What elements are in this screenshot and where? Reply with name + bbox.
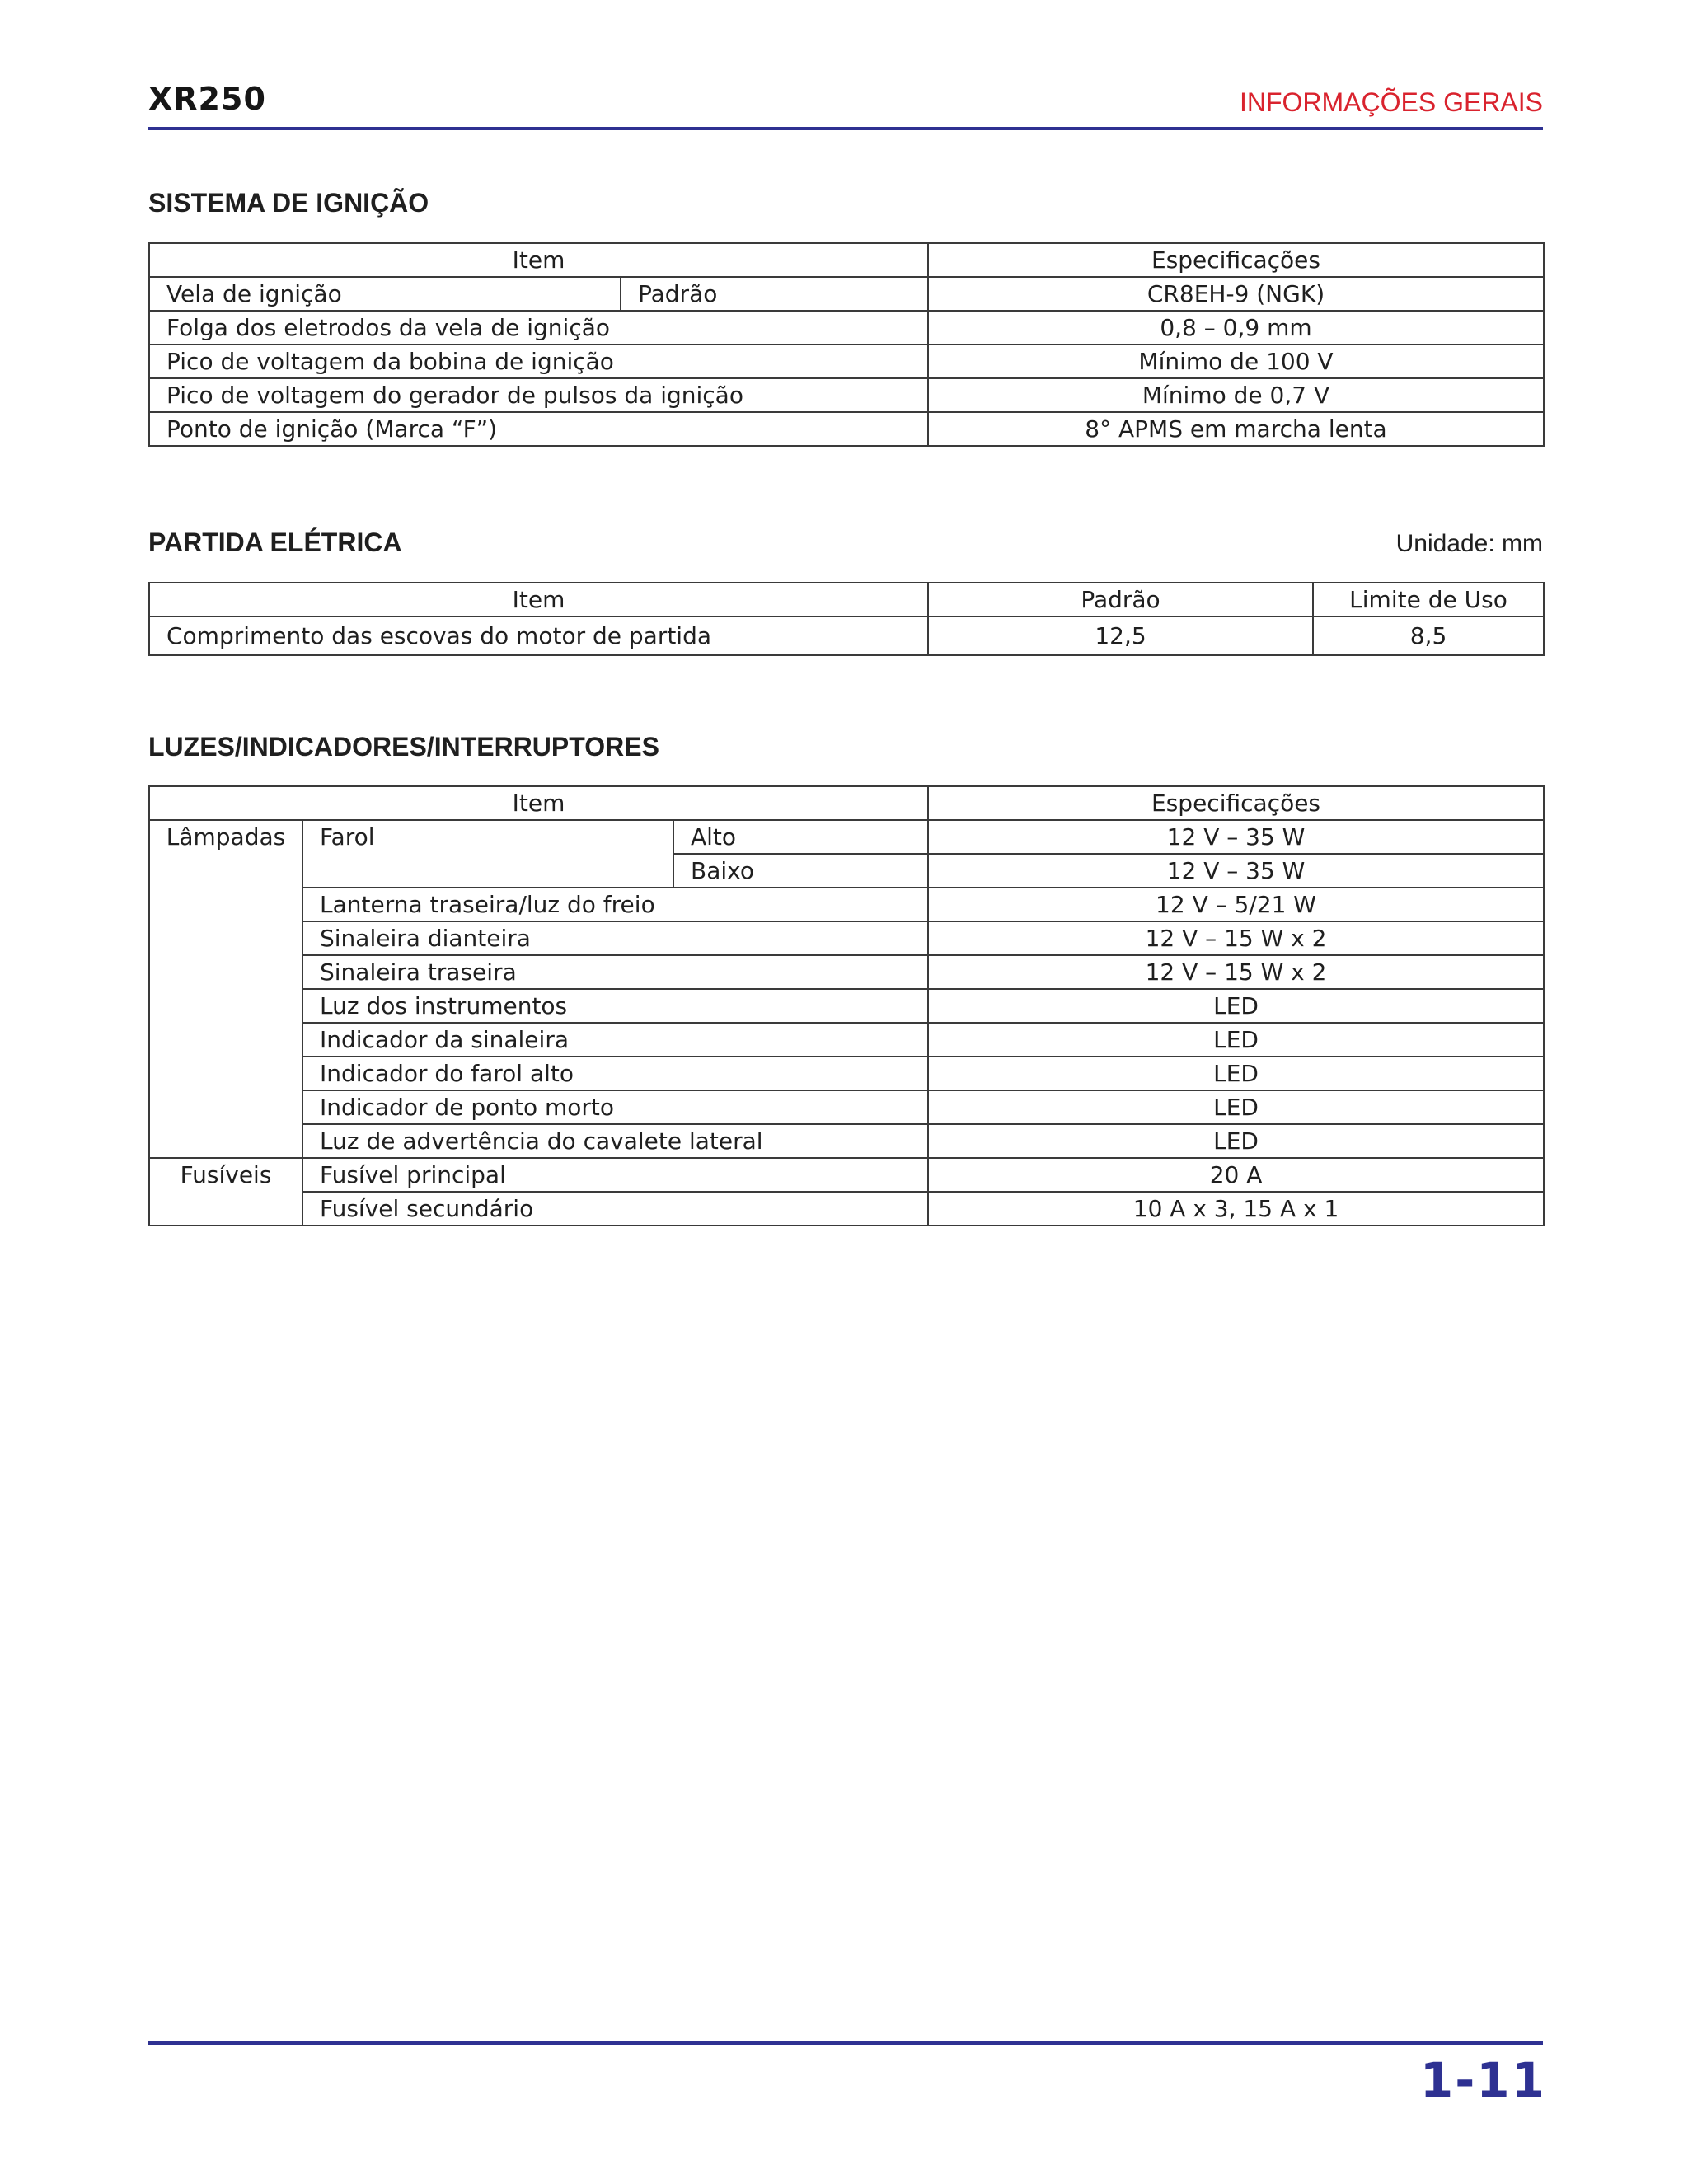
table-row <box>149 311 1544 344</box>
row-spec: 10 A x 3, 15 A x 1 <box>928 1192 1544 1226</box>
row-item: Folga dos eletrodos da vela de ignição <box>149 311 928 344</box>
lights-section-title: LUZES/INDICADORES/INTERRUPTORES <box>148 732 659 762</box>
row-limit: 8,5 <box>1313 616 1544 655</box>
row-spec: 8° APMS em marcha lenta <box>928 412 1544 446</box>
table-row <box>149 820 1544 854</box>
table-row <box>149 888 1544 921</box>
table-header-row <box>149 583 1544 616</box>
header-item: Item <box>149 243 928 277</box>
header-limit: Limite de Uso <box>1313 583 1544 616</box>
unit-label: Unidade: mm <box>1395 530 1543 557</box>
table-row <box>149 344 1544 378</box>
row-item: Indicador de ponto morto <box>302 1090 928 1124</box>
ignition-section-title: SISTEMA DE IGNIÇÃO <box>148 188 429 218</box>
row-spec: Mínimo de 0,7 V <box>928 378 1544 412</box>
table-row <box>149 989 1544 1023</box>
table-row <box>149 616 1544 655</box>
table-header-row <box>149 243 1544 277</box>
row-spec: 12 V – 15 W x 2 <box>928 955 1544 989</box>
lights-table <box>148 785 1545 1226</box>
row-sub-high: Alto <box>673 820 928 854</box>
table-row <box>149 277 1544 311</box>
table-row <box>149 955 1544 989</box>
row-item: Pico de voltagem da bobina de ignição <box>149 344 928 378</box>
row-item: Lanterna traseira/luz do freio <box>302 888 928 921</box>
row-spec: LED <box>928 1124 1544 1158</box>
row-item: Pico de voltagem do gerador de pulsos da ignição <box>149 378 928 412</box>
model-name: XR250 <box>148 81 266 117</box>
table-header-row <box>149 786 1544 820</box>
header-spec: Especificações <box>928 243 1544 277</box>
table-row <box>149 1158 1544 1192</box>
starter-table <box>148 582 1545 656</box>
row-item: Indicador do farol alto <box>302 1057 928 1090</box>
row-spec: LED <box>928 1057 1544 1090</box>
row-item-headlight: Farol <box>302 820 673 888</box>
header-standard: Padrão <box>928 583 1313 616</box>
table-row <box>149 1090 1544 1124</box>
group-fuses: Fusíveis <box>149 1158 302 1226</box>
row-spec: LED <box>928 1090 1544 1124</box>
table-row <box>149 1057 1544 1090</box>
table-row <box>149 921 1544 955</box>
table-row <box>149 378 1544 412</box>
row-spec: 12 V – 5/21 W <box>928 888 1544 921</box>
row-spec: 0,8 – 0,9 mm <box>928 311 1544 344</box>
row-item: Fusível principal <box>302 1158 928 1192</box>
table-row <box>149 1192 1544 1226</box>
chapter-title: INFORMAÇÕES GERAIS <box>1239 87 1543 117</box>
footer-divider <box>148 2041 1543 2045</box>
page-number: 1-11 <box>1419 2052 1546 2108</box>
row-spec: CR8EH-9 (NGK) <box>928 277 1544 311</box>
ignition-table <box>148 242 1545 447</box>
row-sub-low: Baixo <box>673 854 928 888</box>
row-item: Indicador da sinaleira <box>302 1023 928 1057</box>
starter-section-title: PARTIDA ELÉTRICA <box>148 527 402 557</box>
row-spec: 12 V – 35 W <box>928 854 1544 888</box>
row-spec: Mínimo de 100 V <box>928 344 1544 378</box>
table-row <box>149 412 1544 446</box>
row-standard: 12,5 <box>928 616 1313 655</box>
row-spec: 12 V – 35 W <box>928 820 1544 854</box>
row-spec: 20 A <box>928 1158 1544 1192</box>
group-lamps: Lâmpadas <box>149 820 302 1158</box>
row-sub: Padrão <box>621 277 928 311</box>
row-item: Vela de ignição <box>149 277 621 311</box>
row-item: Sinaleira dianteira <box>302 921 928 955</box>
header-divider <box>148 127 1543 130</box>
header-item: Item <box>149 583 928 616</box>
table-row <box>149 1023 1544 1057</box>
row-item: Luz dos instrumentos <box>302 989 928 1023</box>
row-spec: LED <box>928 989 1544 1023</box>
row-item: Luz de advertência do cavalete lateral <box>302 1124 928 1158</box>
row-spec: LED <box>928 1023 1544 1057</box>
row-item: Ponto de ignição (Marca “F”) <box>149 412 928 446</box>
row-item: Comprimento das escovas do motor de partida <box>149 616 928 655</box>
row-item: Fusível secundário <box>302 1192 928 1226</box>
header-spec: Especificações <box>928 786 1544 820</box>
row-item: Sinaleira traseira <box>302 955 928 989</box>
header-item: Item <box>149 786 928 820</box>
row-spec: 12 V – 15 W x 2 <box>928 921 1544 955</box>
table-row <box>149 1124 1544 1158</box>
